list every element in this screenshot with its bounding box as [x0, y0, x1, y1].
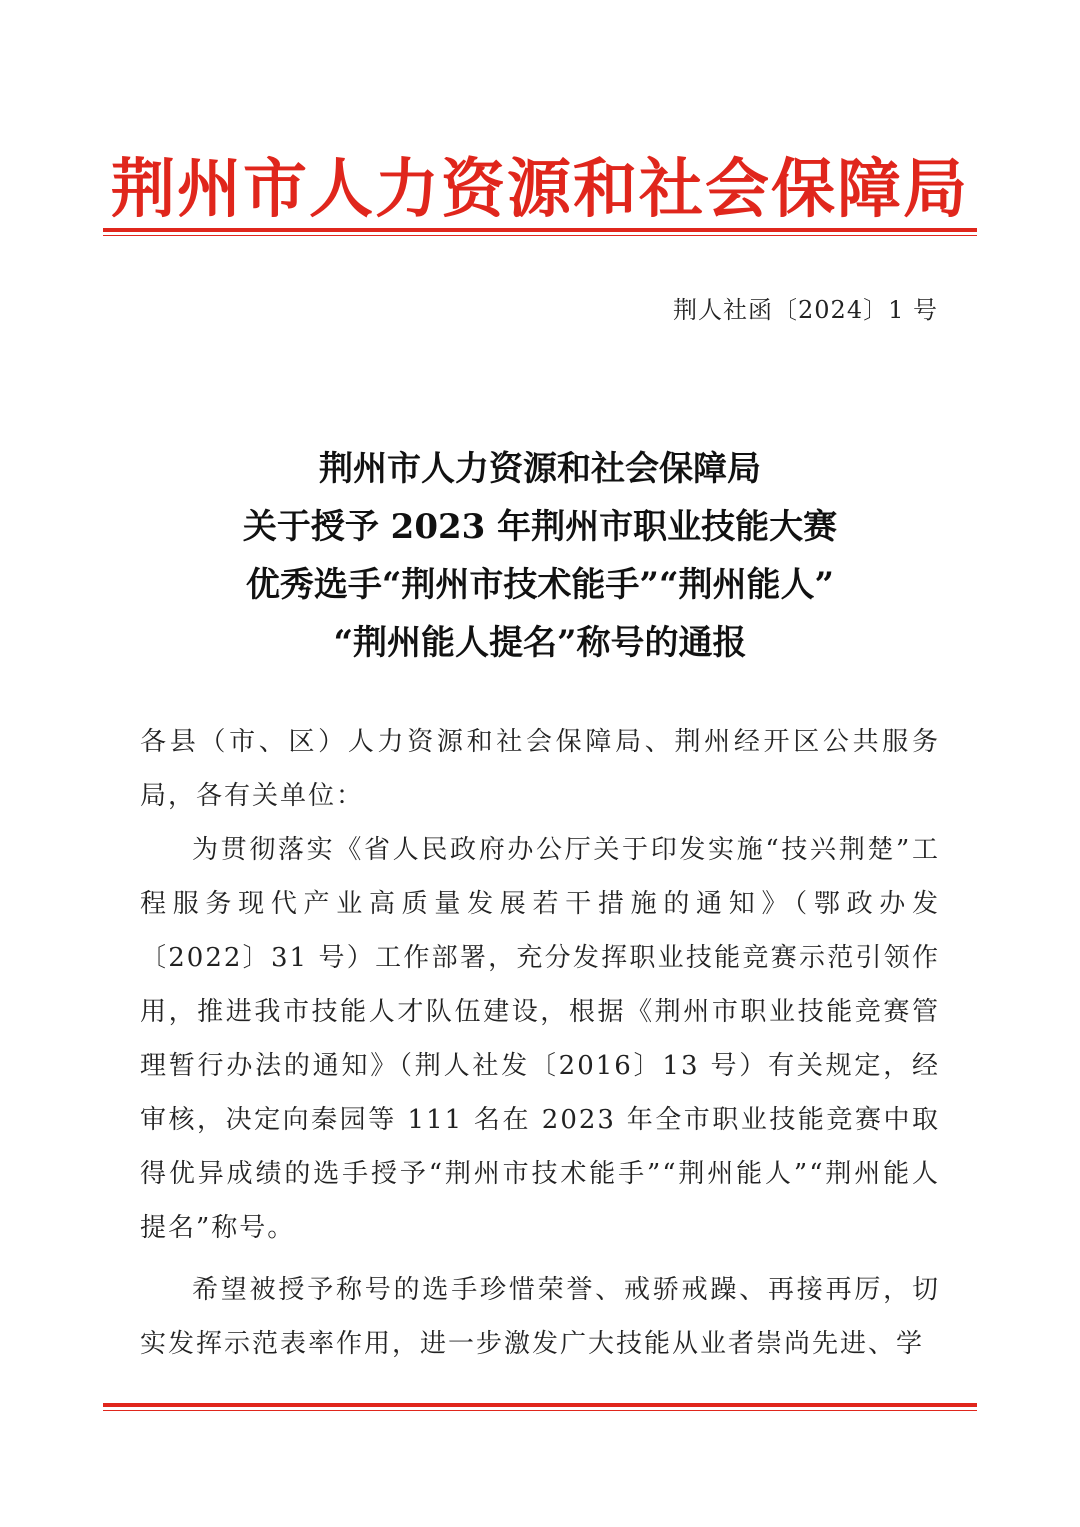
footer-divider-thin	[103, 1410, 977, 1411]
body-paragraph-2: 希望被授予称号的选手珍惜荣誉、戒骄戒躁、再接再厉，切实发挥示范表率作用，进一步激发广大技能从业者崇尚先进、学	[140, 1275, 940, 1359]
title-line: 优秀选手“荆州市技术能手”“荆州能人”	[245, 565, 835, 605]
title-line: 荆州市人力资源和社会保障局	[319, 449, 761, 489]
document-number: 荆人社函〔2024〕1 号	[673, 296, 938, 324]
salutation: 各县（市、区）人力资源和社会保障局、荆州经开区公共服务局，各有关单位：	[140, 727, 940, 811]
document-body	[140, 715, 940, 1371]
title-line: “荆州能人提名”称号的通报	[333, 623, 747, 663]
header-divider-thin	[103, 235, 977, 236]
issuing-authority-header: 荆州市人力资源和社会保障局	[111, 152, 969, 227]
header-divider-thick	[103, 228, 977, 232]
footer-divider-thick	[103, 1403, 977, 1407]
title-line: 关于授予 2023 年荆州市职业技能大赛	[242, 507, 838, 547]
document-title	[0, 440, 1080, 672]
body-paragraph-1: 为贯彻落实《省人民政府办公厅关于印发实施“技兴荆楚”工程服务现代产业高质量发展若干措施的通知》（鄂政办发〔2022〕31 号）工作部署，充分发挥职业技能竞赛示范引领作用，推进我市技能人才队伍建设，根据《荆州市职业技能竞赛管理暂行办法的通知》（荆人社发〔2016〕13 号）有关规定，经审核，决定向秦园等 111 名在 2023 年全市职业技能竞赛中取得优异成绩的选手授予“荆州市技术能手”“荆州能人”“荆州能人提名”称号。	[140, 835, 940, 1243]
